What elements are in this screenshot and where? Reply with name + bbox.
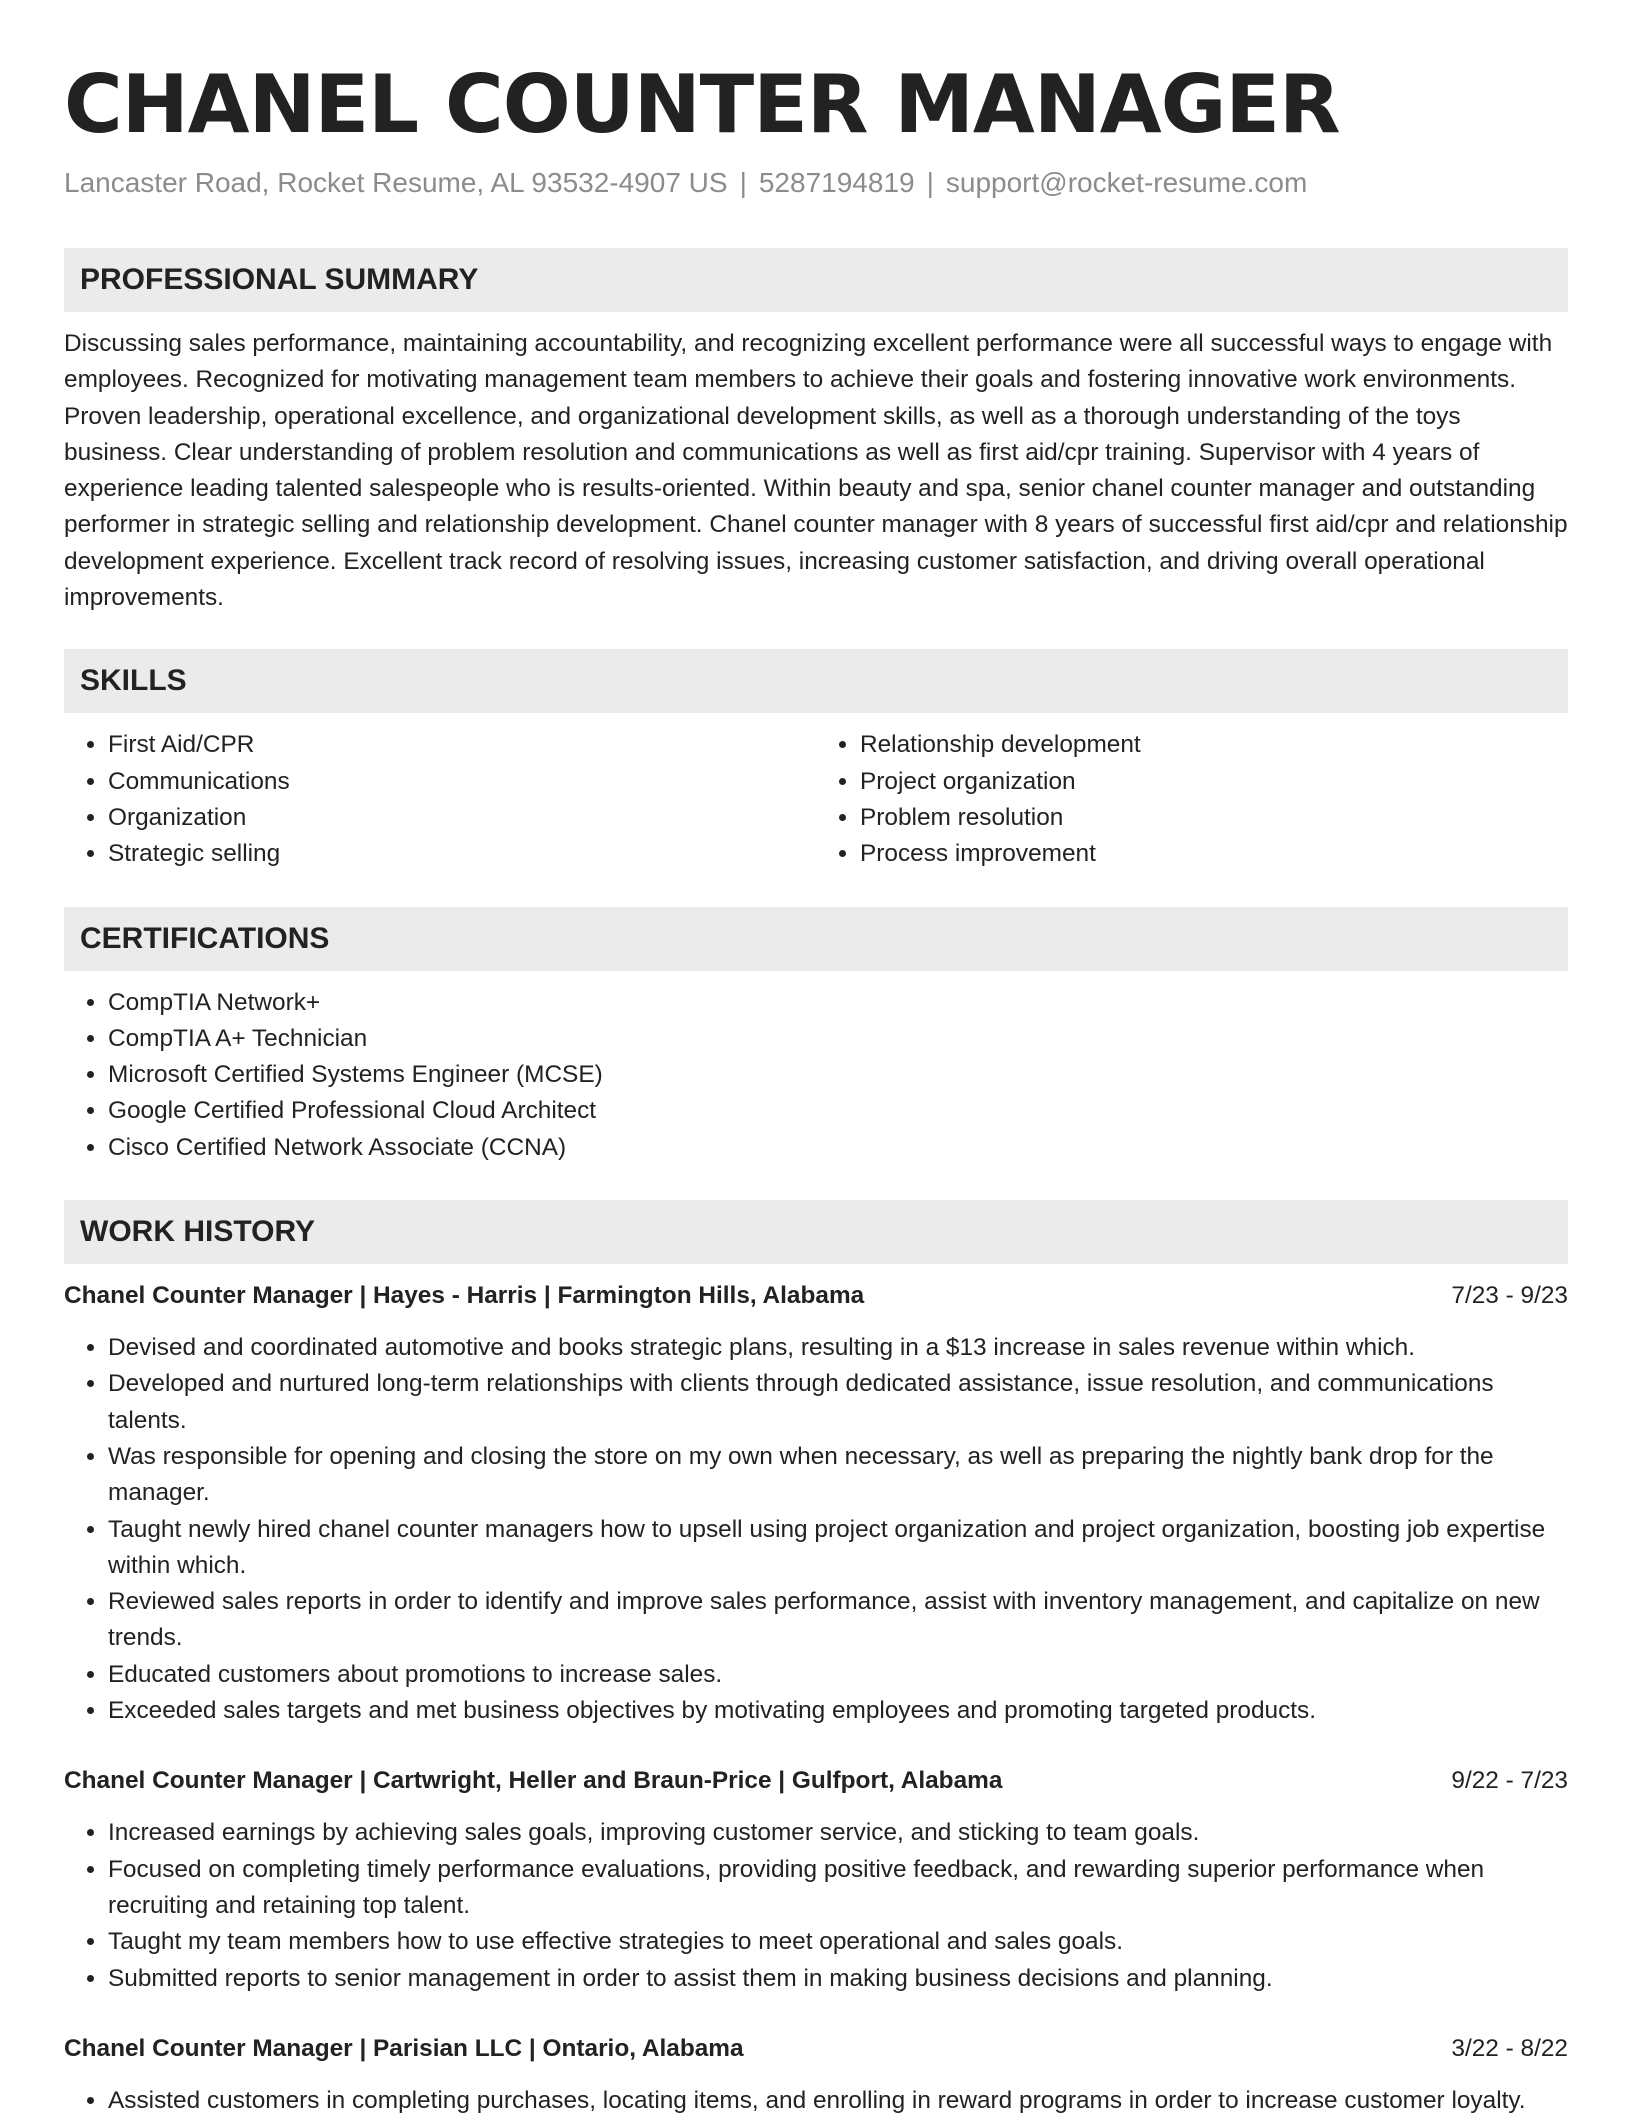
summary-heading: PROFESSIONAL SUMMARY xyxy=(64,248,1568,312)
job-header xyxy=(64,2031,1568,2067)
job-bullet: • Focused on completing timely performance evaluations, providing positive feedback, and rewarding superior performance when recruiting and retaining top talent. xyxy=(108,1852,1568,1925)
job-entry xyxy=(64,2031,1568,2119)
page-title: CHANEL COUNTER MANAGER xyxy=(64,58,1340,151)
job-bullets xyxy=(64,2083,1568,2119)
contact-address: Lancaster Road, Rocket Resume, AL 93532-4907 US xyxy=(64,167,728,198)
job-header xyxy=(64,1278,1568,1314)
contact-phone: 5287194819 xyxy=(758,167,915,198)
certification-item: • CompTIA Network+ xyxy=(108,985,1568,1021)
job-bullet: • Taught my team members how to use effective strategies to meet operational and sales goals. xyxy=(108,1924,1568,1960)
job-bullet: • Increased earnings by achieving sales goals, improving customer service, and sticking to team goals. xyxy=(108,1815,1568,1851)
job-bullet: • Reviewed sales reports in order to identify and improve sales performance, assist with inventory management, and capitalize on new trends. xyxy=(108,1584,1568,1657)
job-bullet: • Educated customers about promotions to increase sales. xyxy=(108,1657,1568,1693)
skill-item: • Process improvement xyxy=(860,836,1568,872)
job-bullets xyxy=(64,1330,1568,1729)
certifications-list xyxy=(64,985,1568,1166)
job-bullet: • Exceeded sales targets and met business objectives by motivating employees and promoting targeted products. xyxy=(108,1693,1568,1729)
job-header xyxy=(64,1763,1568,1799)
skills-heading: SKILLS xyxy=(64,649,1568,713)
contact-email[interactable]: support@rocket-resume.com xyxy=(945,167,1308,198)
skills-list xyxy=(64,727,1568,872)
certification-item: • Microsoft Certified Systems Engineer (MCSE) xyxy=(108,1057,1568,1093)
job-title: Chanel Counter Manager | Cartwright, Heller and Braun-Price | Gulfport, Alabama xyxy=(64,1767,1003,1795)
skill-item: • Communications xyxy=(108,764,816,800)
resume-page xyxy=(64,0,1568,2119)
job-title: Chanel Counter Manager | Hayes - Harris | Farmington Hills, Alabama xyxy=(64,1282,865,1310)
skill-item: • Strategic selling xyxy=(108,836,816,872)
contact-separator: | xyxy=(926,167,934,198)
job-bullet: • Submitted reports to senior management in order to assist them in making business decisions and planning. xyxy=(108,1961,1568,1997)
job-dates: 3/22 - 8/22 xyxy=(1451,2034,1568,2062)
job-bullet: • Taught newly hired chanel counter managers how to upsell using project organization and project organization, boosting job expertise within which. xyxy=(108,1512,1568,1585)
job-entry xyxy=(64,1763,1568,1996)
skill-item: • Relationship development xyxy=(860,727,1568,763)
job-bullet: • Assisted customers in completing purchases, locating items, and enrolling in reward programs in order to increase customer loyalty. xyxy=(108,2083,1568,2119)
job-bullet: • Developed and nurtured long-term relationships with clients through dedicated assistance, issue resolution, and communications talents. xyxy=(108,1366,1568,1439)
certification-item: • Google Certified Professional Cloud Architect xyxy=(108,1093,1568,1129)
job-bullet: • Was responsible for opening and closing the store on my own when necessary, as well as preparing the nightly bank drop for the manager. xyxy=(108,1439,1568,1512)
job-title: Chanel Counter Manager | Parisian LLC | Ontario, Alabama xyxy=(64,2034,744,2062)
skill-item: • Organization xyxy=(108,800,816,836)
skills-column-right xyxy=(816,727,1568,872)
job-dates: 9/22 - 7/23 xyxy=(1451,1767,1568,1795)
skill-item: • Problem resolution xyxy=(860,800,1568,836)
job-entry xyxy=(64,1278,1568,1729)
skills-column-left xyxy=(64,727,816,872)
certification-item: • Cisco Certified Network Associate (CCNA) xyxy=(108,1130,1568,1166)
job-bullet: • Devised and coordinated automotive and books strategic plans, resulting in a $13 increase in sales revenue within which. xyxy=(108,1330,1568,1366)
skill-item: • First Aid/CPR xyxy=(108,727,816,763)
contact-separator: | xyxy=(739,167,747,198)
job-dates: 7/23 - 9/23 xyxy=(1451,1282,1568,1310)
certifications-heading: CERTIFICATIONS xyxy=(64,907,1568,971)
job-bullets xyxy=(64,1815,1568,1996)
certification-item: • CompTIA A+ Technician xyxy=(108,1021,1568,1057)
summary-text: Discussing sales performance, maintaining accountability, and recognizing excellent performance were all successful ways to engage with employees. Recognized for motivating management team members to achieve their goals and fostering innovative work environments. Proven leadership, operational excellence, and organizational development skills, as well as a thorough understanding of the toys business. Clear understanding of problem resolution and communications as well as first aid/cpr training. Supervisor with 4 years of experience leading talented salespeople who is results-oriented. Within beauty and spa, senior chanel counter manager and outstanding performer in strategic selling and relationship development. Chanel counter manager with 8 years of successful first aid/cpr and relationship development experience. Excellent track record of resolving issues, increasing customer satisfaction, and driving overall operational improvements. xyxy=(64,330,1568,612)
work-history-heading: WORK HISTORY xyxy=(64,1200,1568,1264)
contact-line xyxy=(64,166,1568,200)
skill-item: • Project organization xyxy=(860,764,1568,800)
